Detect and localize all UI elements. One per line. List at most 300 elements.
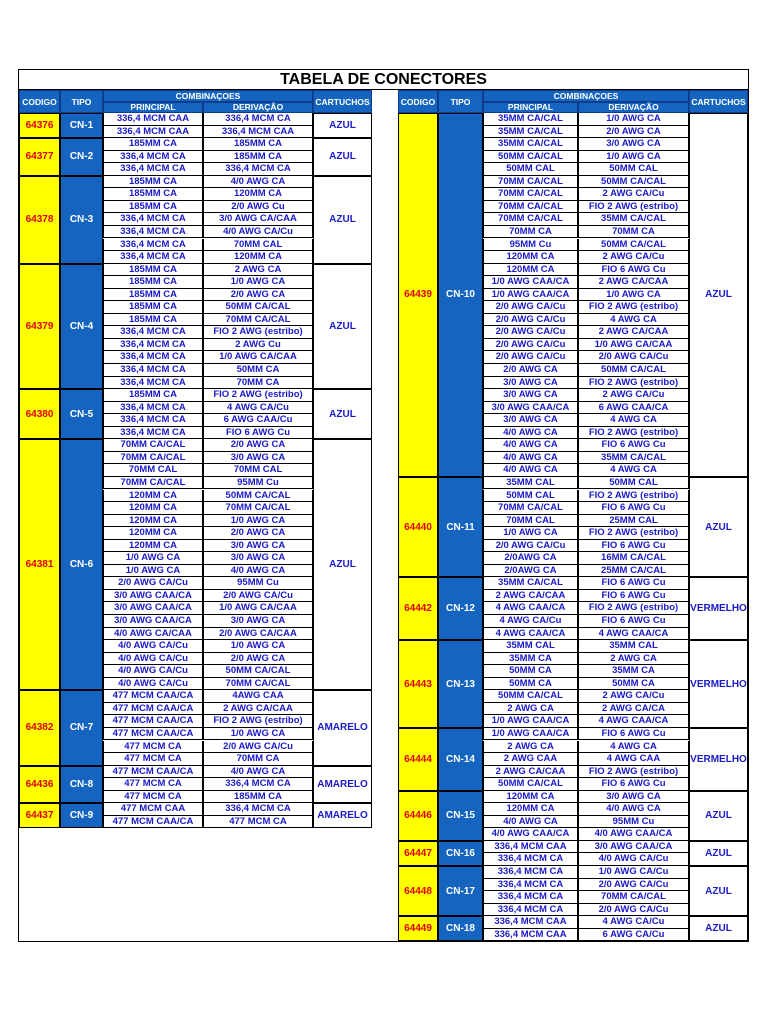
principal-cell: 2/0 AWG CA/Cu: [483, 301, 578, 314]
connector-code: 64379: [19, 264, 60, 390]
derivacao-cell: 3/0 AWG CA: [203, 615, 313, 628]
derivacao-cell: 4 AWG CA: [578, 741, 689, 754]
connector-type: CN-17: [438, 866, 483, 916]
derivacao-cell: 4 AWG CA: [578, 464, 689, 477]
derivacao-cell: FIO 6 AWG Cu: [203, 427, 313, 440]
derivacao-cell: 1/0 AWG CA/CAA: [203, 602, 313, 615]
derivacao-cell: 4AWG CAA: [203, 690, 313, 703]
connector-code: 64436: [19, 766, 60, 804]
derivacao-cell: FIO 6 AWG Cu: [578, 590, 689, 603]
derivacao-cell: FIO 2 AWG (estribo): [578, 201, 689, 214]
derivacao-cell: 70MM CA: [203, 753, 313, 766]
principal-cell: 35MM CAL: [483, 477, 578, 490]
left-header-tipo: TIPO: [60, 90, 103, 113]
right-header-derivacao: DERIVAÇÃO: [578, 102, 689, 114]
principal-cell: 2/0 AWG CA/Cu: [483, 314, 578, 327]
principal-cell: 2/0 AWG CA/Cu: [483, 351, 578, 364]
principal-cell: 336,4 MCM CA: [103, 251, 203, 264]
connector-code: 64449: [398, 916, 438, 941]
connector-code: 64448: [398, 866, 438, 916]
principal-cell: 336,4 MCM CA: [483, 879, 578, 892]
derivacao-cell: FIO 6 AWG Cu: [578, 577, 689, 590]
cartucho-color: AZUL: [313, 113, 372, 138]
derivacao-cell: FIO 6 AWG Cu: [578, 778, 689, 791]
derivacao-cell: 16MM CA/CAL: [578, 552, 689, 565]
principal-cell: 336,4 MCM CA: [103, 226, 203, 239]
principal-cell: 120MM CA: [483, 791, 578, 804]
derivacao-cell: 6 AWG CAA/CA: [578, 402, 689, 415]
principal-cell: 50MM CA/CAL: [483, 151, 578, 164]
derivacao-cell: 70MM CAL: [203, 239, 313, 252]
principal-cell: 120MM CA: [483, 251, 578, 264]
principal-cell: 1/0 AWG CA: [483, 527, 578, 540]
derivacao-cell: 3/0 AWG CA: [578, 791, 689, 804]
principal-cell: 70MM CA/CAL: [483, 176, 578, 189]
principal-cell: 3/0 AWG CAA/CA: [103, 602, 203, 615]
derivacao-cell: FIO 6 AWG Cu: [578, 540, 689, 553]
cartucho-color: AZUL: [313, 264, 372, 390]
derivacao-cell: 1/0 AWG CA: [203, 728, 313, 741]
principal-cell: 2 AWG CA: [483, 703, 578, 716]
principal-cell: 4/0 AWG CA: [483, 427, 578, 440]
derivacao-cell: 70MM CA/CAL: [203, 314, 313, 327]
derivacao-cell: 4/0 AWG CA/Cu: [203, 226, 313, 239]
derivacao-cell: 3/0 AWG CAA/CA: [578, 841, 689, 854]
principal-cell: 50MM CAL: [483, 490, 578, 503]
principal-cell: 35MM CA/CAL: [483, 138, 578, 151]
derivacao-cell: FIO 2 AWG (estribo): [578, 301, 689, 314]
derivacao-cell: 3/0 AWG CA: [203, 552, 313, 565]
derivacao-cell: 50MM CA/CAL: [578, 239, 689, 252]
left-header-cartuchos: CARTUCHOS: [313, 90, 372, 113]
principal-cell: 477 MCM CAA/CA: [103, 715, 203, 728]
principal-cell: 185MM CA: [103, 389, 203, 402]
cartucho-color: AZUL: [689, 866, 748, 916]
left-header-principal: PRINCIPAL: [103, 102, 203, 114]
principal-cell: 336,4 MCM CAA: [483, 929, 578, 942]
derivacao-cell: FIO 6 AWG Cu: [578, 615, 689, 628]
principal-cell: 70MM CAL: [103, 464, 203, 477]
derivacao-cell: 50MM CA/CAL: [203, 301, 313, 314]
derivacao-cell: 50MM CA/CAL: [578, 364, 689, 377]
derivacao-cell: 4 AWG CA: [578, 414, 689, 427]
connector-code: 64440: [398, 477, 438, 577]
connector-type: CN-1: [60, 113, 103, 138]
principal-cell: 35MM CA/CAL: [483, 577, 578, 590]
derivacao-cell: 336,4 MCM CA: [203, 803, 313, 816]
principal-cell: 336,4 MCM CAA: [103, 126, 203, 139]
derivacao-cell: 3/0 AWG CA: [203, 540, 313, 553]
derivacao-cell: 2 AWG CA/Cu: [578, 188, 689, 201]
derivacao-cell: 2 AWG CA/CAA: [578, 276, 689, 289]
principal-cell: 95MM Cu: [483, 239, 578, 252]
principal-cell: 4/0 AWG CA: [483, 439, 578, 452]
right-header-codigo: CODIGO: [398, 90, 438, 113]
cartucho-color: AZUL: [689, 791, 748, 841]
connector-code: 64381: [19, 439, 60, 690]
derivacao-cell: 50MM CAL: [578, 477, 689, 490]
connector-type: CN-14: [438, 728, 483, 791]
principal-cell: 185MM CA: [103, 138, 203, 151]
derivacao-cell: FIO 2 AWG (estribo): [203, 715, 313, 728]
derivacao-cell: 1/0 AWG CA: [203, 640, 313, 653]
principal-cell: 477 MCM CAA: [103, 803, 203, 816]
derivacao-cell: 2 AWG CA/CA: [578, 703, 689, 716]
principal-cell: 2 AWG CAA: [483, 753, 578, 766]
derivacao-cell: 70MM CA/CAL: [203, 502, 313, 515]
principal-cell: 477 MCM CA: [103, 741, 203, 754]
derivacao-cell: 2/0 AWG Cu: [203, 201, 313, 214]
derivacao-cell: 477 MCM CA: [203, 816, 313, 829]
principal-cell: 185MM CA: [103, 301, 203, 314]
cartucho-color: AZUL: [689, 113, 748, 477]
connector-type: CN-13: [438, 640, 483, 728]
cartucho-color: VERMELHO: [689, 640, 748, 728]
principal-cell: 120MM CA: [483, 264, 578, 277]
principal-cell: 4/0 AWG CAA/CA: [483, 828, 578, 841]
connector-type: CN-8: [60, 766, 103, 804]
derivacao-cell: 2/0 AWG CA: [203, 527, 313, 540]
principal-cell: 70MM CA/CAL: [483, 188, 578, 201]
derivacao-cell: 2 AWG CA/Cu: [578, 251, 689, 264]
connector-type: CN-9: [60, 803, 103, 828]
principal-cell: 336,4 MCM CA: [103, 414, 203, 427]
derivacao-cell: 6 AWG CAA/Cu: [203, 414, 313, 427]
left-header-combinacoes: COMBINAÇOES: [103, 90, 313, 102]
principal-cell: 50MM CA: [483, 678, 578, 691]
principal-cell: 336,4 MCM CA: [103, 151, 203, 164]
connector-code: 64446: [398, 791, 438, 841]
derivacao-cell: 4/0 AWG CAA/CA: [578, 828, 689, 841]
connector-type: CN-6: [60, 439, 103, 690]
principal-cell: 336,4 MCM CA: [483, 891, 578, 904]
connector-type: CN-11: [438, 477, 483, 577]
principal-cell: 2 AWG CA/CAA: [483, 766, 578, 779]
derivacao-cell: 2 AWG CA: [203, 264, 313, 277]
principal-cell: 1/0 AWG CAA/CA: [483, 289, 578, 302]
connector-code: 64442: [398, 577, 438, 640]
principal-cell: 35MM CA: [483, 653, 578, 666]
principal-cell: 70MM CA/CAL: [103, 439, 203, 452]
connector-code: 64378: [19, 176, 60, 264]
derivacao-cell: FIO 2 AWG (estribo): [578, 377, 689, 390]
principal-cell: 4/0 AWG CA/Cu: [103, 678, 203, 691]
derivacao-cell: 4/0 AWG CA: [203, 565, 313, 578]
right-header-combinacoes: COMBINAÇOES: [483, 90, 689, 102]
cartucho-color: VERMELHO: [689, 577, 748, 640]
principal-cell: 2/0 AWG CA/Cu: [483, 339, 578, 352]
derivacao-cell: 4 AWG CAA/CA: [578, 715, 689, 728]
derivacao-cell: 2/0 AWG CA/Cu: [578, 904, 689, 917]
cartucho-color: AMARELO: [313, 690, 372, 765]
principal-cell: 185MM CA: [103, 176, 203, 189]
derivacao-cell: 50MM CAL: [578, 163, 689, 176]
right-header-principal: PRINCIPAL: [483, 102, 578, 114]
connector-type: CN-7: [60, 690, 103, 765]
derivacao-cell: 35MM CAL: [578, 640, 689, 653]
principal-cell: 70MM CA/CAL: [483, 502, 578, 515]
left-header-derivacao: DERIVAÇÃO: [203, 102, 313, 114]
derivacao-cell: 2 AWG CA/Cu: [578, 389, 689, 402]
principal-cell: 2 AWG CA/CAA: [483, 590, 578, 603]
connector-code: 64377: [19, 138, 60, 176]
derivacao-cell: FIO 2 AWG (estribo): [203, 389, 313, 402]
derivacao-cell: 4 AWG CAA/CA: [578, 628, 689, 641]
principal-cell: 4 AWG CAA/CA: [483, 602, 578, 615]
derivacao-cell: 4/0 AWG CA: [203, 766, 313, 779]
derivacao-cell: 2/0 AWG CA/Cu: [203, 590, 313, 603]
cartucho-color: AMARELO: [313, 803, 372, 828]
derivacao-cell: 3/0 AWG CA/CAA: [203, 213, 313, 226]
connector-type: CN-15: [438, 791, 483, 841]
principal-cell: 477 MCM CAA/CA: [103, 728, 203, 741]
connector-type: CN-4: [60, 264, 103, 390]
principal-cell: 50MM CAL: [483, 163, 578, 176]
derivacao-cell: 50MM CA: [203, 364, 313, 377]
principal-cell: 4/0 AWG CA/Cu: [103, 665, 203, 678]
principal-cell: 3/0 AWG CAA/CA: [103, 615, 203, 628]
principal-cell: 477 MCM CAA/CA: [103, 703, 203, 716]
cartucho-color: AZUL: [689, 841, 748, 866]
connector-type: CN-16: [438, 841, 483, 866]
principal-cell: 185MM CA: [103, 289, 203, 302]
principal-cell: 336,4 MCM CAA: [483, 841, 578, 854]
derivacao-cell: 336,4 MCM CA: [203, 778, 313, 791]
principal-cell: 2/0AWG CA: [483, 552, 578, 565]
principal-cell: 70MM CA/CAL: [483, 201, 578, 214]
derivacao-cell: 6 AWG CA/Cu: [578, 929, 689, 942]
derivacao-cell: 336,4 MCM CAA: [203, 126, 313, 139]
derivacao-cell: 3/0 AWG CA: [578, 138, 689, 151]
principal-cell: 2/0 AWG CA/Cu: [483, 326, 578, 339]
derivacao-cell: 95MM Cu: [203, 577, 313, 590]
cartucho-color: AMARELO: [313, 766, 372, 804]
principal-cell: 477 MCM CAA/CA: [103, 766, 203, 779]
connector-type: CN-12: [438, 577, 483, 640]
principal-cell: 50MM CA/CAL: [483, 690, 578, 703]
derivacao-cell: 95MM Cu: [578, 816, 689, 829]
principal-cell: 120MM CA: [103, 502, 203, 515]
principal-cell: 3/0 AWG CAA/CA: [483, 402, 578, 415]
principal-cell: 70MM CA/CAL: [103, 452, 203, 465]
principal-cell: 1/0 AWG CAA/CA: [483, 715, 578, 728]
principal-cell: 4 AWG CA/Cu: [483, 615, 578, 628]
principal-cell: 4/0 AWG CA: [483, 452, 578, 465]
principal-cell: 3/0 AWG CA: [483, 377, 578, 390]
derivacao-cell: 50MM CA/CAL: [578, 176, 689, 189]
principal-cell: 336,4 MCM CA: [483, 904, 578, 917]
derivacao-cell: 1/0 AWG CA/CAA: [578, 339, 689, 352]
principal-cell: 185MM CA: [103, 276, 203, 289]
derivacao-cell: FIO 2 AWG (estribo): [578, 527, 689, 540]
derivacao-cell: FIO 2 AWG (estribo): [578, 766, 689, 779]
derivacao-cell: 2/0 AWG CA: [203, 439, 313, 452]
cartucho-color: AZUL: [313, 439, 372, 690]
connector-code: 64437: [19, 803, 60, 828]
derivacao-cell: 4/0 AWG CA/Cu: [578, 853, 689, 866]
principal-cell: 477 MCM CAA/CA: [103, 690, 203, 703]
principal-cell: 336,4 MCM CA: [103, 402, 203, 415]
connector-type: CN-3: [60, 176, 103, 264]
derivacao-cell: FIO 2 AWG (estribo): [578, 427, 689, 440]
principal-cell: 3/0 AWG CA: [483, 389, 578, 402]
derivacao-cell: 2/0 AWG CA: [578, 126, 689, 139]
derivacao-cell: 2/0 AWG CA/Cu: [578, 351, 689, 364]
derivacao-cell: FIO 6 AWG Cu: [578, 728, 689, 741]
derivacao-cell: 336,4 MCM CA: [203, 113, 313, 126]
principal-cell: 2 AWG CA: [483, 741, 578, 754]
derivacao-cell: 2 AWG CA: [578, 653, 689, 666]
derivacao-cell: 1/0 AWG CA: [578, 289, 689, 302]
derivacao-cell: 2/0 AWG CA: [203, 653, 313, 666]
principal-cell: 336,4 MCM CAA: [103, 113, 203, 126]
principal-cell: 1/0 AWG CAA/CA: [483, 276, 578, 289]
derivacao-cell: 2 AWG CA/CAA: [578, 326, 689, 339]
derivacao-cell: 1/0 AWG CA: [203, 276, 313, 289]
derivacao-cell: 120MM CA: [203, 251, 313, 264]
derivacao-cell: 4 AWG CA/Cu: [578, 916, 689, 929]
derivacao-cell: 4 AWG CA/Cu: [203, 402, 313, 415]
derivacao-cell: 50MM CA: [578, 678, 689, 691]
cartucho-color: AZUL: [689, 477, 748, 577]
derivacao-cell: 35MM CA/CAL: [578, 213, 689, 226]
principal-cell: 4/0 AWG CA/Cu: [103, 653, 203, 666]
principal-cell: 70MM CA: [483, 226, 578, 239]
derivacao-cell: 185MM CA: [203, 791, 313, 804]
connector-code: 64376: [19, 113, 60, 138]
principal-cell: 336,4 MCM CA: [103, 326, 203, 339]
principal-cell: 35MM CA/CAL: [483, 113, 578, 126]
principal-cell: 477 MCM CA: [103, 753, 203, 766]
derivacao-cell: 35MM CA: [578, 665, 689, 678]
cartucho-color: AZUL: [313, 176, 372, 264]
derivacao-cell: FIO 2 AWG (estribo): [578, 490, 689, 503]
derivacao-cell: 70MM CA/CAL: [578, 891, 689, 904]
principal-cell: 1/0 AWG CAA/CA: [483, 728, 578, 741]
principal-cell: 70MM CA/CAL: [483, 213, 578, 226]
derivacao-cell: 1/0 AWG CA: [578, 151, 689, 164]
derivacao-cell: 25MM CA/CAL: [578, 565, 689, 578]
principal-cell: 120MM CA: [103, 490, 203, 503]
derivacao-cell: 4 AWG CA: [578, 314, 689, 327]
connector-code: 64439: [398, 113, 438, 477]
principal-cell: 70MM CA/CAL: [103, 477, 203, 490]
principal-cell: 35MM CAL: [483, 640, 578, 653]
derivacao-cell: 1/0 AWG CA/CAA: [203, 351, 313, 364]
derivacao-cell: 25MM CAL: [578, 515, 689, 528]
principal-cell: 2/0 AWG CA/Cu: [103, 577, 203, 590]
connector-code: 64380: [19, 389, 60, 439]
derivacao-cell: 2 AWG CA/CAA: [203, 703, 313, 716]
principal-cell: 4/0 AWG CA/Cu: [103, 640, 203, 653]
principal-cell: 1/0 AWG CA: [103, 565, 203, 578]
principal-cell: 120MM CA: [103, 540, 203, 553]
connector-code: 64447: [398, 841, 438, 866]
principal-cell: 336,4 MCM CAA: [483, 916, 578, 929]
principal-cell: 185MM CA: [103, 264, 203, 277]
principal-cell: 2/0 AWG CA: [483, 364, 578, 377]
principal-cell: 477 MCM CA: [103, 778, 203, 791]
derivacao-cell: 4 AWG CAA: [578, 753, 689, 766]
principal-cell: 1/0 AWG CA: [103, 552, 203, 565]
principal-cell: 336,4 MCM CA: [103, 163, 203, 176]
principal-cell: 2/0 AWG CA/Cu: [483, 540, 578, 553]
principal-cell: 4/0 AWG CA: [483, 464, 578, 477]
principal-cell: 35MM CA/CAL: [483, 126, 578, 139]
cartucho-color: VERMELHO: [689, 728, 748, 791]
connector-type: CN-2: [60, 138, 103, 176]
derivacao-cell: 2/0 AWG CA/Cu: [578, 879, 689, 892]
derivacao-cell: 185MM CA: [203, 138, 313, 151]
left-header-codigo: CODIGO: [19, 90, 60, 113]
principal-cell: 336,4 MCM CA: [103, 239, 203, 252]
principal-cell: 477 MCM CA: [103, 791, 203, 804]
derivacao-cell: FIO 2 AWG (estribo): [578, 602, 689, 615]
principal-cell: 4/0 AWG CA/CAA: [103, 628, 203, 641]
principal-cell: 120MM CA: [103, 515, 203, 528]
principal-cell: 70MM CAL: [483, 515, 578, 528]
derivacao-cell: 120MM CA: [203, 188, 313, 201]
derivacao-cell: 336,4 MCM CA: [203, 163, 313, 176]
derivacao-cell: 95MM Cu: [203, 477, 313, 490]
derivacao-cell: 3/0 AWG CA: [203, 452, 313, 465]
principal-cell: 336,4 MCM CA: [103, 351, 203, 364]
principal-cell: 336,4 MCM CA: [483, 853, 578, 866]
right-header-tipo: TIPO: [438, 90, 483, 113]
principal-cell: 2/0AWG CA: [483, 565, 578, 578]
principal-cell: 120MM CA: [103, 527, 203, 540]
principal-cell: 336,4 MCM CA: [103, 427, 203, 440]
derivacao-cell: FIO 2 AWG (estribo): [203, 326, 313, 339]
principal-cell: 477 MCM CAA/CA: [103, 816, 203, 829]
principal-cell: 336,4 MCM CA: [483, 866, 578, 879]
derivacao-cell: 2/0 AWG CA: [203, 289, 313, 302]
derivacao-cell: 4/0 AWG CA: [203, 176, 313, 189]
derivacao-cell: FIO 6 AWG Cu: [578, 264, 689, 277]
derivacao-cell: 1/0 AWG CA: [578, 113, 689, 126]
principal-cell: 3/0 AWG CA: [483, 414, 578, 427]
principal-cell: 120MM CA: [483, 803, 578, 816]
derivacao-cell: 70MM CA/CAL: [203, 678, 313, 691]
derivacao-cell: FIO 6 AWG Cu: [578, 439, 689, 452]
principal-cell: 3/0 AWG CAA/CA: [103, 590, 203, 603]
derivacao-cell: 2 AWG Cu: [203, 339, 313, 352]
derivacao-cell: 1/0 AWG CA/Cu: [578, 866, 689, 879]
principal-cell: 336,4 MCM CA: [103, 377, 203, 390]
principal-cell: 336,4 MCM CA: [103, 339, 203, 352]
principal-cell: 185MM CA: [103, 188, 203, 201]
cartucho-color: AZUL: [313, 138, 372, 176]
derivacao-cell: 50MM CA/CAL: [203, 490, 313, 503]
derivacao-cell: 2/0 AWG CA/CAA: [203, 628, 313, 641]
page-title: TABELA DE CONECTORES: [18, 69, 749, 90]
derivacao-cell: 70MM CA: [578, 226, 689, 239]
principal-cell: 50MM CA/CAL: [483, 778, 578, 791]
principal-cell: 4 AWG CAA/CA: [483, 628, 578, 641]
cartucho-color: AZUL: [313, 389, 372, 439]
connector-code: 64444: [398, 728, 438, 791]
connector-code: 64443: [398, 640, 438, 728]
derivacao-cell: 2/0 AWG CA/Cu: [203, 741, 313, 754]
derivacao-cell: FIO 6 AWG Cu: [578, 502, 689, 515]
principal-cell: 50MM CA: [483, 665, 578, 678]
right-header-cartuchos: CARTUCHOS: [689, 90, 748, 113]
principal-cell: 185MM CA: [103, 201, 203, 214]
connector-type: CN-5: [60, 389, 103, 439]
derivacao-cell: 70MM CA: [203, 377, 313, 390]
derivacao-cell: 1/0 AWG CA: [203, 515, 313, 528]
derivacao-cell: 185MM CA: [203, 151, 313, 164]
